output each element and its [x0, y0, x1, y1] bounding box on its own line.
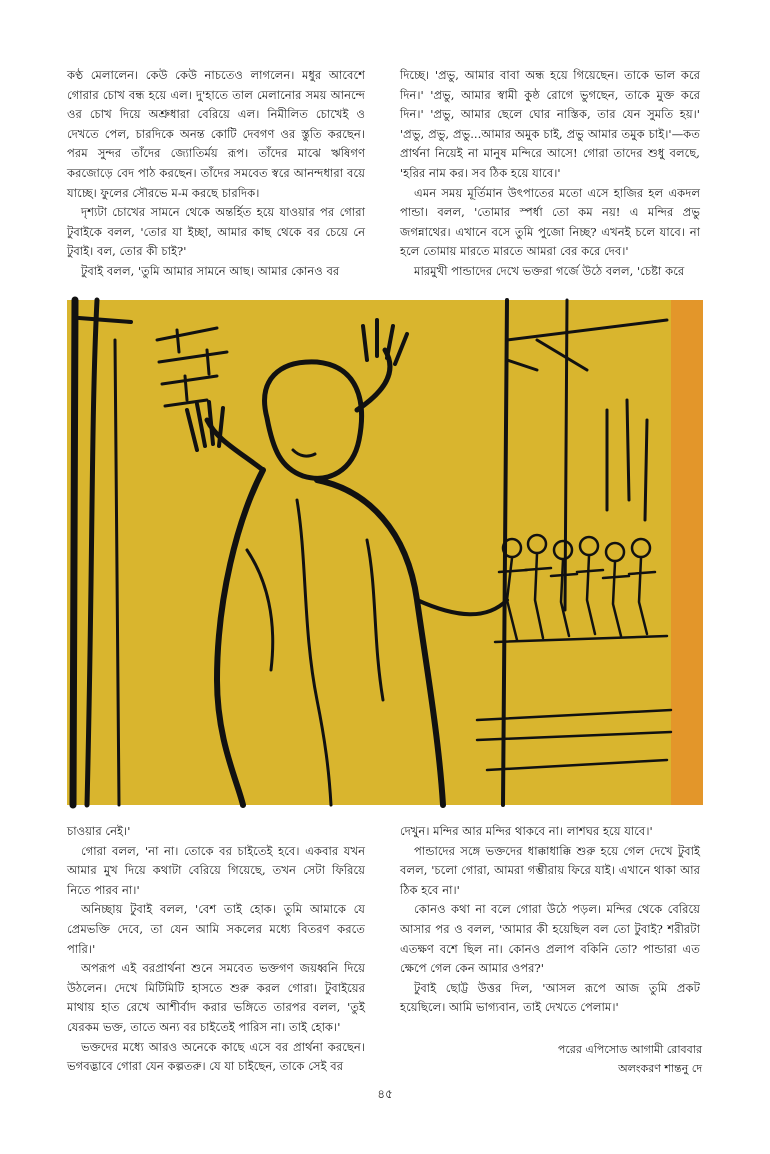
page-number: ৪৫: [377, 1087, 393, 1101]
text-column-bottom-left: [67, 822, 365, 1074]
paragraph: পান্ডাদের সঙ্গে ভক্তদের ধাক্কাধাক্কি শুরু হয়ে গেল দেখে টুবাই বলল, 'চলো গোরা, আমরা গম্ভীরায় ফিরে যাই। এখানে থাকা আর ঠিক হবে না।': [400, 843, 700, 897]
paragraph: দিচ্ছে। 'প্রভু, আমার বাবা অন্ধ হয়ে গিয়েছেন। তাকে ভাল করে দিন।' 'প্রভু, আমার স্বামী কুষ্ঠ রোগে ভুগছেন, তাকে মুক্ত করে দিন।' 'প্রভু, আমার ছেলে ঘোর নাস্তিক, তার যেন সুমতি হয়।' 'প্রভু, প্রভু, প্রভু...আমার অমুক চাই, প্রভু আমার তমুক চাই।'—কত প্রার্থনা নিয়েই না মানুষ মন্দিরে আসে! গোরা তাদের শুধু বলছে, 'হরির নাম কর। সব ঠিক হয়ে যাবে।': [400, 68, 700, 180]
paragraph: দেখুন। মন্দির আর মন্দির থাকবে না। লাশঘর হয়ে যাবে।': [400, 824, 653, 838]
orange-strip: [671, 300, 703, 805]
paragraph: মারমুখী পান্ডাদের দেখে ভক্তরা গর্জে উঠে বলল, 'চেষ্টা করে: [414, 263, 685, 278]
next-episode-note: পরের এপিসোড আগামী রোববার: [557, 1043, 702, 1056]
story-illustration: [67, 300, 703, 805]
paragraph: অনিচ্ছায় টুবাই বলল, 'বেশ তাই হোক। তুমি আমাকে যে প্রেমভক্তি দেবে, তা যেন আমি সকলের মধ্যে বিতরণ করতে পারি।': [67, 902, 365, 956]
text-column-top-left: [67, 66, 365, 278]
illustrator-credit: অলংকরণ শান্তনু দে: [618, 1062, 702, 1075]
paragraph: কণ্ঠ মেলালেন। কেউ কেউ নাচতেও লাগলেন। মধুর আবেশে গোরার চোখ বন্ধ হয়ে এল। দু'হাতে তাল মেলানোর সময় আনন্দে ওর চোখ দিয়ে অশ্রুধারা বেরিয়ে এল। নিমীলিত চোখেই ও দেখতে পেল, চারদিকে অনন্ত কোটি দেবগণ ওর স্তুতি করছেন। পরম সুন্দর তাঁদের জ্যোতির্ময় রূপ। তাঁদের মাঝে ঋষিগণ করজোড়ে বেদ পাঠ করছেন। তাঁদের সমবেত স্বরে আনন্দধারা বয়ে যাচ্ছে। ফুলের সৌরভে ম-ম করছে চারদিক।: [67, 68, 365, 200]
paragraph: গোরা বলল, 'না না। তোকে বর চাইতেই হবে। একবার যখন আমার মুখ দিয়ে কথাটা বেরিয়ে গিয়েছে, তখন সেটা ফিরিয়ে নিতে পারব না।': [67, 843, 365, 897]
credits: [558, 1040, 702, 1078]
paragraph: ভক্তদের মধ্যে আরও অনেকে কাছে এসে বর প্রার্থনা করছেন। ভগবদ্ভাবে গোরা যেন কল্পতরু। যে যা চাইছেন, তাকে সেই বর: [67, 1039, 365, 1074]
paragraph: টুবাই বলল, 'তুমি আমার সামনে আছ। আমার কোনও বর: [81, 263, 340, 278]
paragraph: এমন সময় মূর্তিমান উৎপাতের মতো এসে হাজির হল একদল পান্ডা। বলল, 'তোমার স্পর্ধা তো কম নয়! এ মন্দির প্রভু জগন্নাথের। এখানে বসে তুমি পুজো নিচ্ছ? এখনই চলে যাবে। না হলে তোমায় মারতে মারতে আমরা বের করে দেব।': [400, 185, 700, 259]
paragraph: টুবাই ছোট্ট উত্তর দিল, 'আসল রূপে আজ তুমি প্রকট হয়েছিলে। আমি ভাগ্যবান, তাই দেখতে পেলাম।': [400, 980, 700, 1015]
text-column-bottom-right: [400, 822, 700, 1015]
text-column-top-right: [400, 66, 700, 278]
paragraph: দৃশ্যটা চোখের সামনে থেকে অন্তর্হিত হয়ে যাওয়ার পর গোরা টুবাইকে বলল, 'তোর যা ইচ্ছা, আমার কাছ থেকে বর চেয়ে নে টুবাই। বল, তোর কী চাই?': [67, 205, 365, 259]
paragraph: কোনও কথা না বলে গোরা উঠে পড়ল। মন্দির থেকে বেরিয়ে আসার পর ও বলল, 'আমার কী হয়েছিল বল তো টুবাই? শরীরটা এতক্ষণ বশে ছিল না। কোনও প্রলাপ বকিনি তো? পান্ডারা এত ক্ষেপে গেল কেন আমার ওপর?': [400, 902, 700, 976]
paragraph: চাওয়ার নেই।': [67, 824, 131, 838]
paragraph: অপরূপ এই বরপ্রার্থনা শুনে সমবেত ভক্তগণ জয়ধ্বনি দিয়ে উঠলেন। দেখে মিটিমিটি হাসতে শুরু করল গোরা। টুবাইয়ের মাথায় হাত রেখে আশীর্বাদ করার ভঙ্গিতে তারপর বলল, 'তুই যেরকম ভক্ত, তাতে অন্য বর চাইতেই পারিস না। তাই হোক।': [67, 961, 365, 1034]
